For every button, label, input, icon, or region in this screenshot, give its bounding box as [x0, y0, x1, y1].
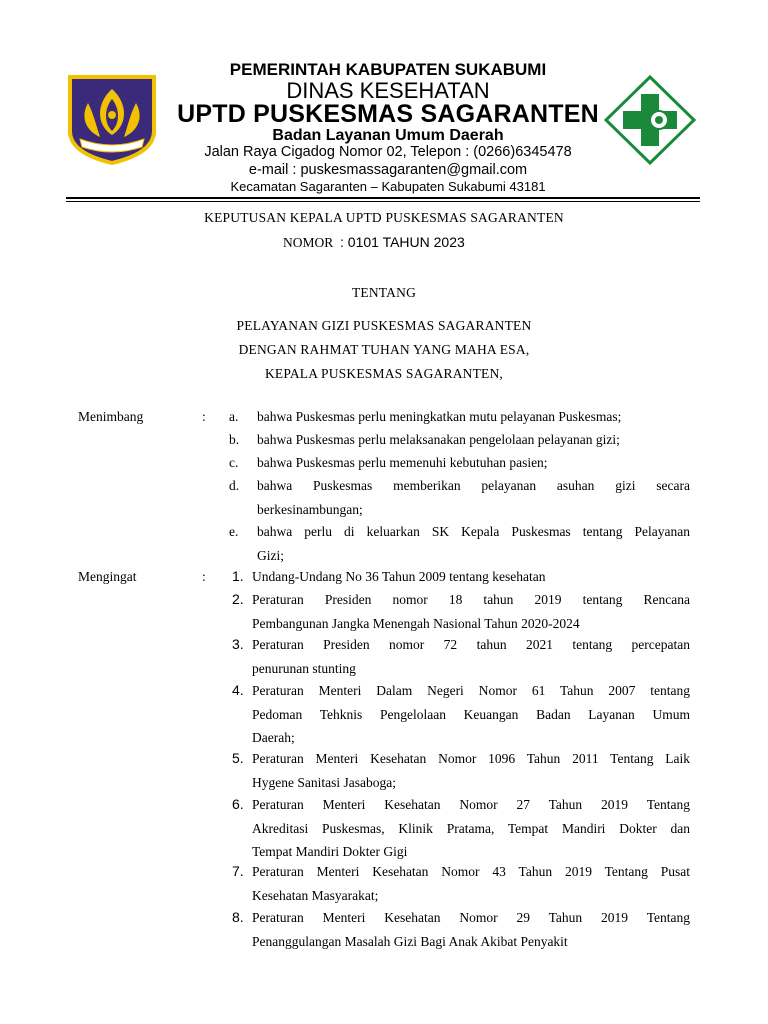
header-email: e-mail : puskesmassagaranten@gmail.com	[248, 162, 528, 178]
mengingat-marker: 3.	[232, 636, 244, 652]
menimbang-item: bahwa Puskesmas memberikan pelayanan asuhan gizi secara berkesinambungan;	[257, 478, 690, 517]
kabupaten-sukabumi-emblem	[66, 73, 158, 165]
mengingat-marker: 8.	[232, 909, 244, 925]
menimbang-marker: c.	[229, 455, 239, 470]
mengingat-marker: 4.	[232, 682, 244, 698]
kepala-line: KEPALA PUSKESMAS SAGARANTEN,	[264, 366, 504, 381]
header-district: Kecamatan Sagaranten – Kabupaten Sukabumi 43181	[230, 179, 546, 194]
mengingat-marker: 5.	[232, 750, 244, 766]
header-unit: UPTD PUSKESMAS SAGARANTEN	[177, 100, 599, 128]
menimbang-item: bahwa perlu di keluarkan SK Kepala Puskesmas tentang Pelayanan Gizi;	[257, 524, 690, 563]
mengingat-item: Peraturan Menteri Kesehatan Nomor 29 Tahun 2019 Tentang Penanggulangan Masalah Gizi Bagi Anak Akibat Penyakit	[252, 910, 690, 949]
header-blud: Badan Layanan Umum Daerah	[272, 127, 504, 144]
decree-subject: PELAYANAN GIZI PUSKESMAS SAGARANTEN	[236, 318, 532, 333]
header-rule-thick	[66, 197, 700, 199]
decree-number	[283, 234, 465, 251]
tentang-label: TENTANG	[351, 285, 417, 300]
header-government: PEMERINTAH KABUPATEN SUKABUMI	[229, 60, 547, 79]
letterhead	[0, 0, 768, 205]
mengingat-item: Peraturan Menteri Kesehatan Nomor 1096 Tahun 2011 Tentang Laik Hygene Sanitasi Jasaboga;	[252, 751, 690, 790]
mengingat-item: Peraturan Presiden nomor 18 tahun 2019 tentang Rencana Pembangunan Jangka Menengah Nasional Tahun 2020-2024	[252, 592, 690, 631]
menimbang-item: bahwa Puskesmas perlu meningkatkan mutu pelayanan Puskesmas;	[257, 409, 622, 424]
mengingat-item: Undang-Undang No 36 Tahun 2009 tentang kesehatan	[252, 569, 546, 584]
menimbang-label: Menimbang	[78, 409, 144, 424]
mengingat-item: Peraturan Menteri Dalam Negeri Nomor 61 Tahun 2007 tentang Pedoman Tehknis Pengelolaan Keuangan Badan Layanan Umum Daerah;	[252, 683, 690, 745]
mengingat-label: Mengingat	[78, 569, 137, 584]
mengingat-colon: :	[202, 569, 206, 584]
decree-heading: KEPUTUSAN KEPALA UPTD PUSKESMAS SAGARANTEN	[204, 210, 564, 225]
menimbang-marker: b.	[229, 432, 240, 447]
nomor-label: NOMOR	[283, 235, 334, 250]
menimbang-marker: a.	[229, 409, 239, 424]
menimbang-colon: :	[202, 409, 206, 424]
mengingat-item: Peraturan Menteri Kesehatan Nomor 27 Tahun 2019 Tentang Akreditasi Puskesmas, Klinik Pratama, Tempat Mandiri Dokter dan Tempat Mandiri Dokter Gigi	[252, 797, 690, 859]
mengingat-marker: 7.	[232, 863, 244, 879]
header-address: Jalan Raya Cigadog Nomor 02, Telepon : (0266)6345478	[204, 144, 572, 160]
mengingat-marker: 6.	[232, 796, 244, 812]
mengingat-item: Peraturan Presiden nomor 72 tahun 2021 tentang percepatan penurunan stunting	[252, 637, 690, 676]
menimbang-item: bahwa Puskesmas perlu melaksanakan pengelolaan pelayanan gizi;	[257, 432, 620, 447]
mengingat-marker: 1.	[232, 568, 244, 584]
mengingat-marker: 2.	[232, 591, 244, 607]
mengingat-item: Peraturan Menteri Kesehatan Nomor 43 Tahun 2019 Tentang Pusat Kesehatan Masyarakat;	[252, 864, 690, 903]
header-department: DINAS KESEHATAN	[286, 78, 490, 103]
menimbang-marker: e.	[229, 524, 239, 539]
rahmat-line: DENGAN RAHMAT TUHAN YANG MAHA ESA,	[238, 342, 530, 357]
menimbang-marker: d.	[229, 478, 240, 493]
menimbang-item: bahwa Puskesmas perlu memenuhi kebutuhan pasien;	[257, 455, 548, 470]
header-rule-thin	[66, 201, 700, 202]
nomor-value: : 0101 TAHUN 2023	[340, 234, 465, 250]
